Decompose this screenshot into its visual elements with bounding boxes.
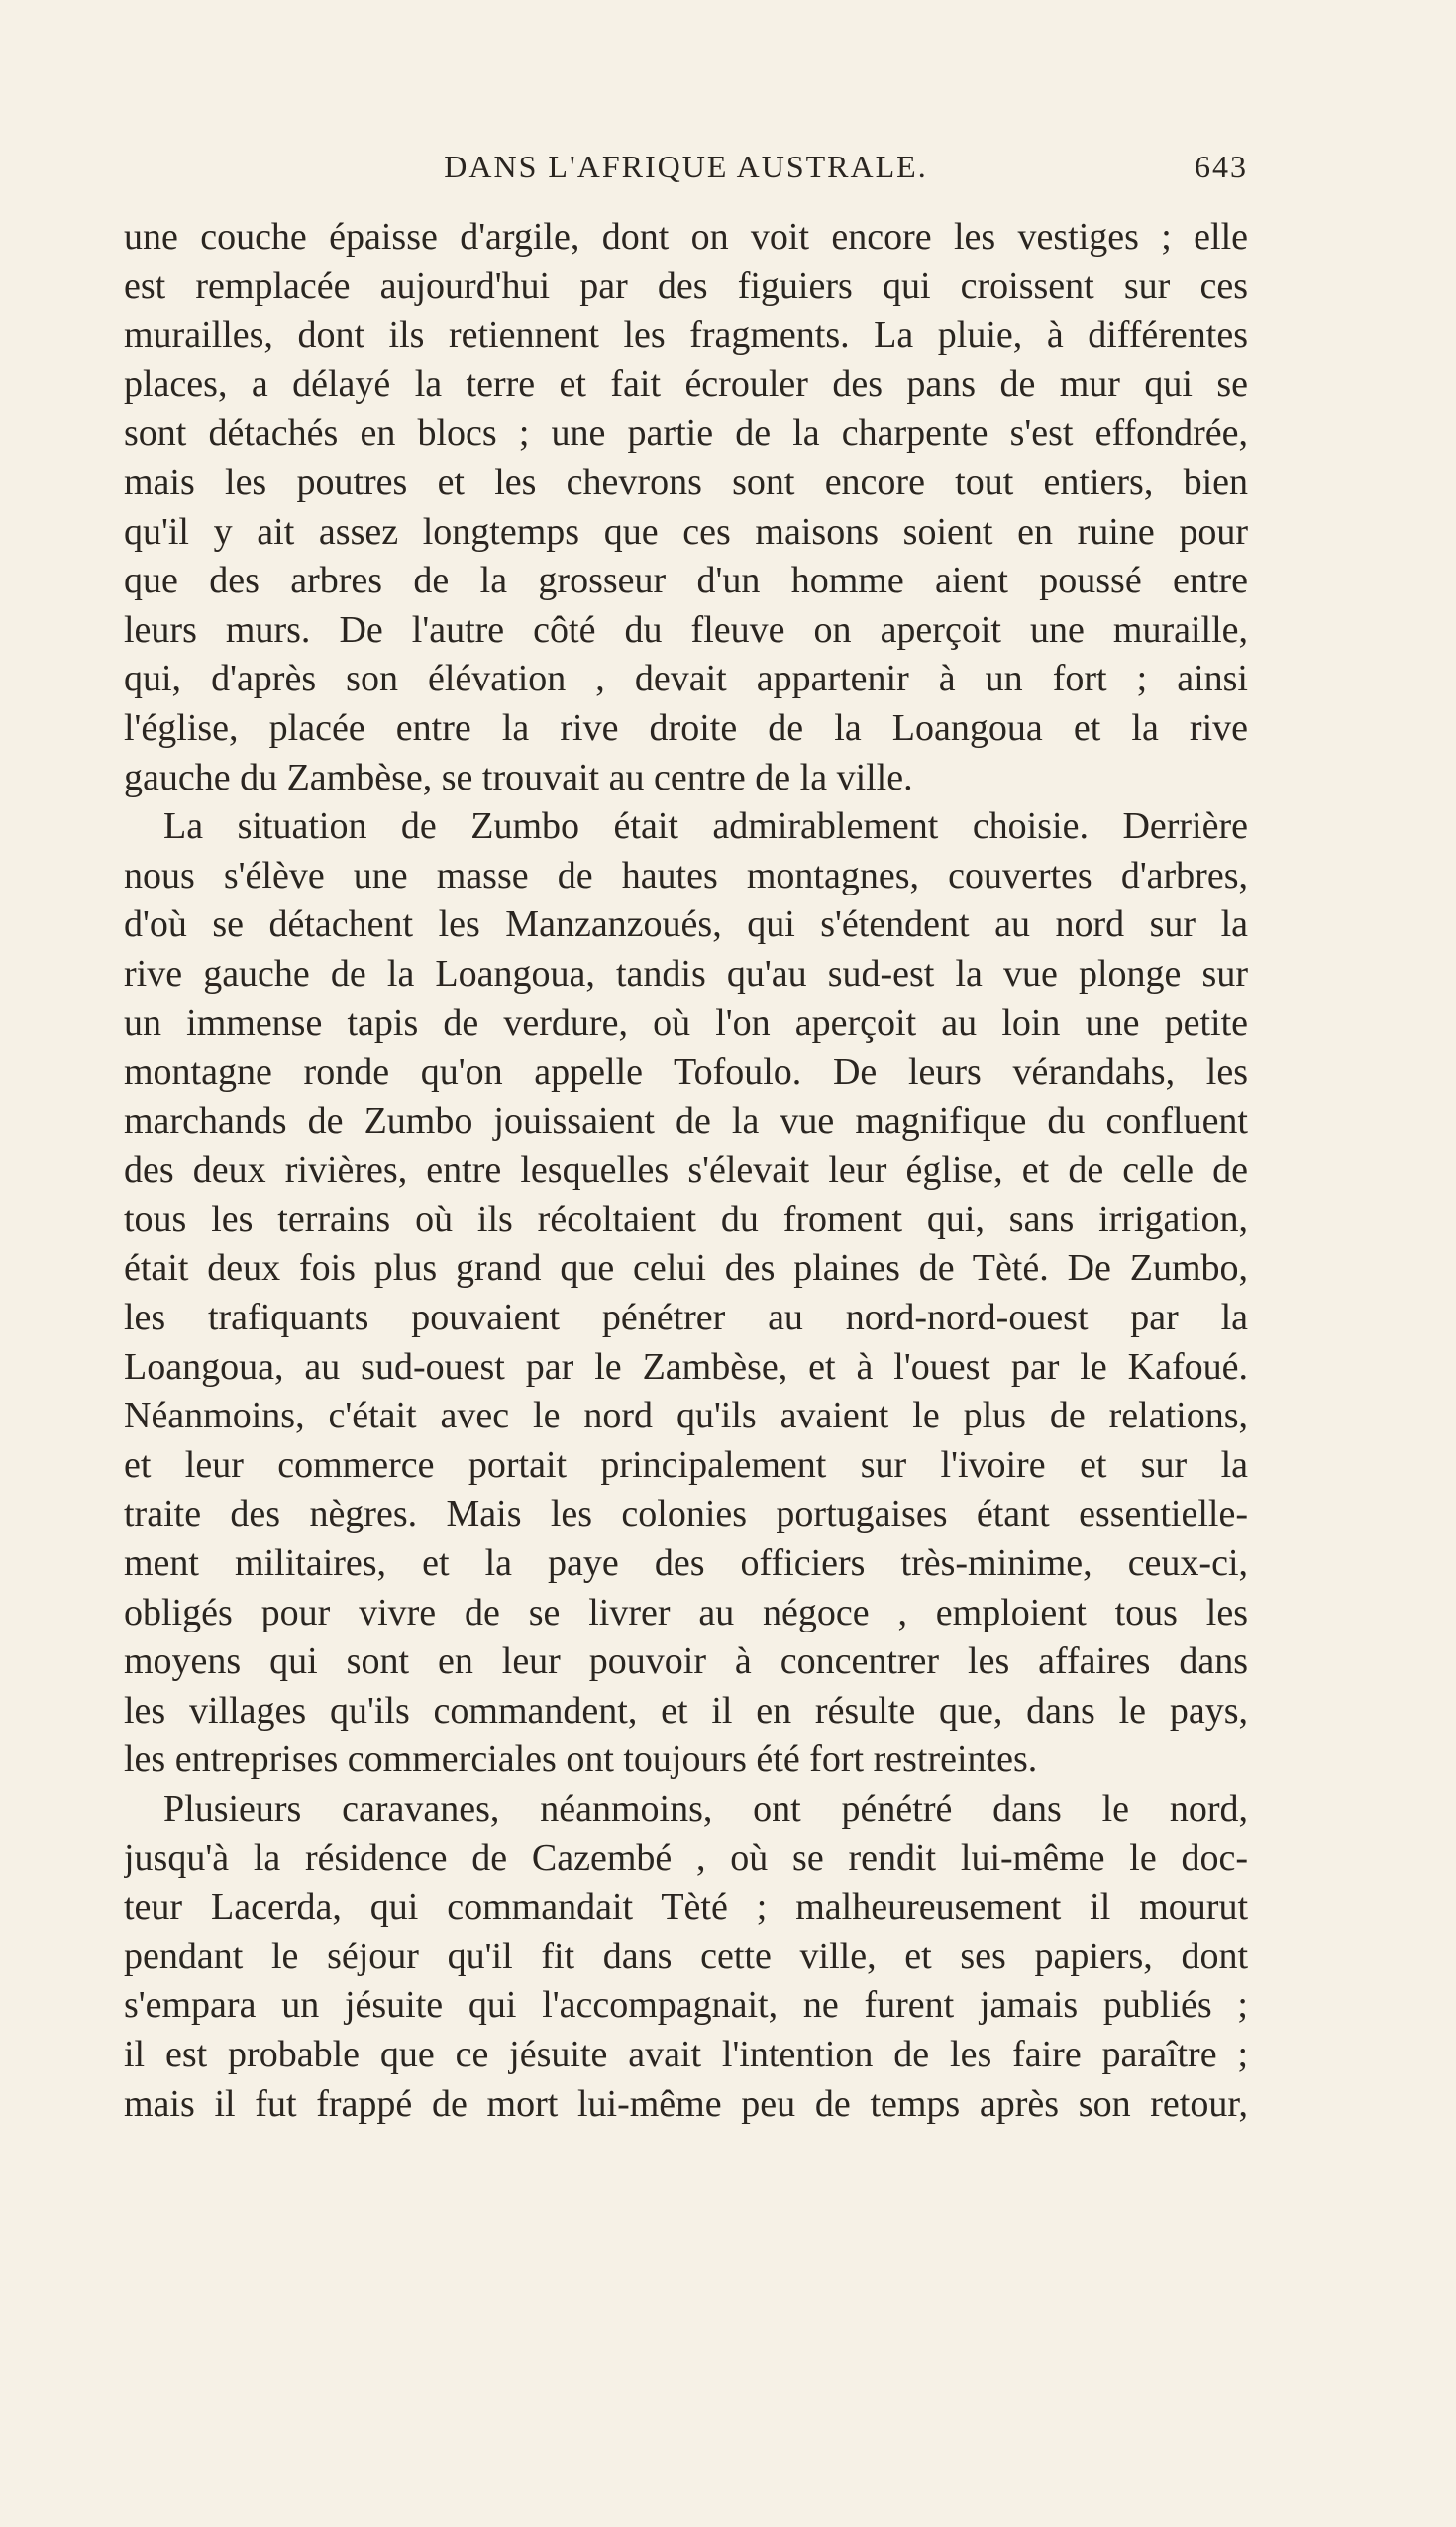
text-line: une couche épaisse d'argile, dont on voit encore les vestiges ; elle bbox=[124, 216, 1248, 258]
text-line: Loangoua, au sud-ouest par le Zambèse, et à l'ouest par le Kafoué. bbox=[124, 1345, 1248, 1388]
text-line: murailles, dont ils retiennent les fragments. La pluie, à différentes bbox=[124, 314, 1248, 357]
text-line: gauche du Zambèse, se trouvait au centre de la ville. bbox=[124, 756, 913, 798]
text-line: tous les terrains où ils récoltaient du froment qui, sans irrigation, bbox=[124, 1198, 1248, 1240]
text-line: les trafiquants pouvaient pénétrer au nord-nord-ouest par la bbox=[124, 1297, 1248, 1339]
text-line: mais il fut frappé de mort lui-même peu de temps après son retour, bbox=[124, 2082, 1248, 2125]
running-head: DANS L'AFRIQUE AUSTRALE. bbox=[444, 149, 928, 184]
text-line: montagne ronde qu'on appelle Tofoulo. De leurs vérandahs, les bbox=[124, 1051, 1248, 1094]
text-line: pendant le séjour qu'il fit dans cette ville, et ses papiers, dont bbox=[124, 1935, 1248, 1977]
text-line: est remplacée aujourd'hui par des figuiers qui croissent sur ces bbox=[124, 264, 1248, 307]
text-line: s'empara un jésuite qui l'accompagnait, ne furent jamais publiés ; bbox=[124, 1984, 1248, 2027]
text-line: que des arbres de la grosseur d'un homme aient poussé entre bbox=[124, 560, 1248, 602]
page-header bbox=[124, 149, 1248, 194]
text-line: rive gauche de la Loangoua, tandis qu'au sud-est la vue plonge sur bbox=[124, 952, 1248, 995]
text-line: Néanmoins, c'était avec le nord qu'ils avaient le plus de relations, bbox=[124, 1395, 1248, 1437]
text-line: nous s'élève une masse de hautes montagnes, couvertes d'arbres, bbox=[124, 854, 1248, 896]
text-line: et leur commerce portait principalement sur l'ivoire et sur la bbox=[124, 1443, 1248, 1486]
text-line: d'où se détachent les Manzanzoués, qui s'étendent au nord sur la bbox=[124, 903, 1248, 946]
text-line: était deux fois plus grand que celui des plaines de Tèté. De Zumbo, bbox=[124, 1247, 1248, 1290]
text-line: les villages qu'ils commandent, et il en résulte que, dans le pays, bbox=[124, 1689, 1248, 1732]
text-line: teur Lacerda, qui commandait Tèté ; malheureusement il mourut bbox=[124, 1886, 1248, 1929]
text-line: traite des nègres. Mais les colonies portugaises étant essentielle- bbox=[124, 1493, 1248, 1535]
text-line: La situation de Zumbo était admirablement choisie. Derrière bbox=[163, 805, 1248, 848]
body-text bbox=[124, 213, 1248, 2129]
text-line: un immense tapis de verdure, où l'on aperçoit au loin une petite bbox=[124, 1001, 1248, 1044]
text-line: sont détachés en blocs ; une partie de la charpente s'est effondrée, bbox=[124, 412, 1248, 455]
text-line: leurs murs. De l'autre côté du fleuve on aperçoit une muraille, bbox=[124, 608, 1248, 651]
text-line: ment militaires, et la paye des officiers très-minime, ceux-ci, bbox=[124, 1542, 1248, 1585]
text-line: mais les poutres et les chevrons sont encore tout entiers, bien bbox=[124, 461, 1248, 503]
text-line: il est probable que ce jésuite avait l'intention de les faire paraître ; bbox=[124, 2033, 1248, 2075]
text-line: jusqu'à la résidence de Cazembé , où se rendit lui-même le doc- bbox=[124, 1837, 1248, 1879]
text-line: moyens qui sont en leur pouvoir à concentrer les affaires dans bbox=[124, 1640, 1248, 1683]
text-line: l'église, placée entre la rive droite de la Loangoua et la rive bbox=[124, 706, 1248, 749]
text-line: qu'il y ait assez longtemps que ces maisons soient en ruine pour bbox=[124, 510, 1248, 553]
page-number: 643 bbox=[1195, 149, 1248, 184]
text-line: les entreprises commerciales ont toujours été fort restreintes. bbox=[124, 1738, 1038, 1781]
text-line: obligés pour vivre de se livrer au négoce , emploient tous les bbox=[124, 1591, 1248, 1633]
text-line: marchands de Zumbo jouissaient de la vue magnifique du confluent bbox=[124, 1100, 1248, 1142]
text-line: Plusieurs caravanes, néanmoins, ont pénétré dans le nord, bbox=[163, 1788, 1248, 1830]
text-line: des deux rivières, entre lesquelles s'élevait leur église, et de celle de bbox=[124, 1149, 1248, 1192]
text-line: qui, d'après son élévation , devait appartenir à un fort ; ainsi bbox=[124, 658, 1248, 700]
text-line: places, a délayé la terre et fait écrouler des pans de mur qui se bbox=[124, 363, 1248, 405]
